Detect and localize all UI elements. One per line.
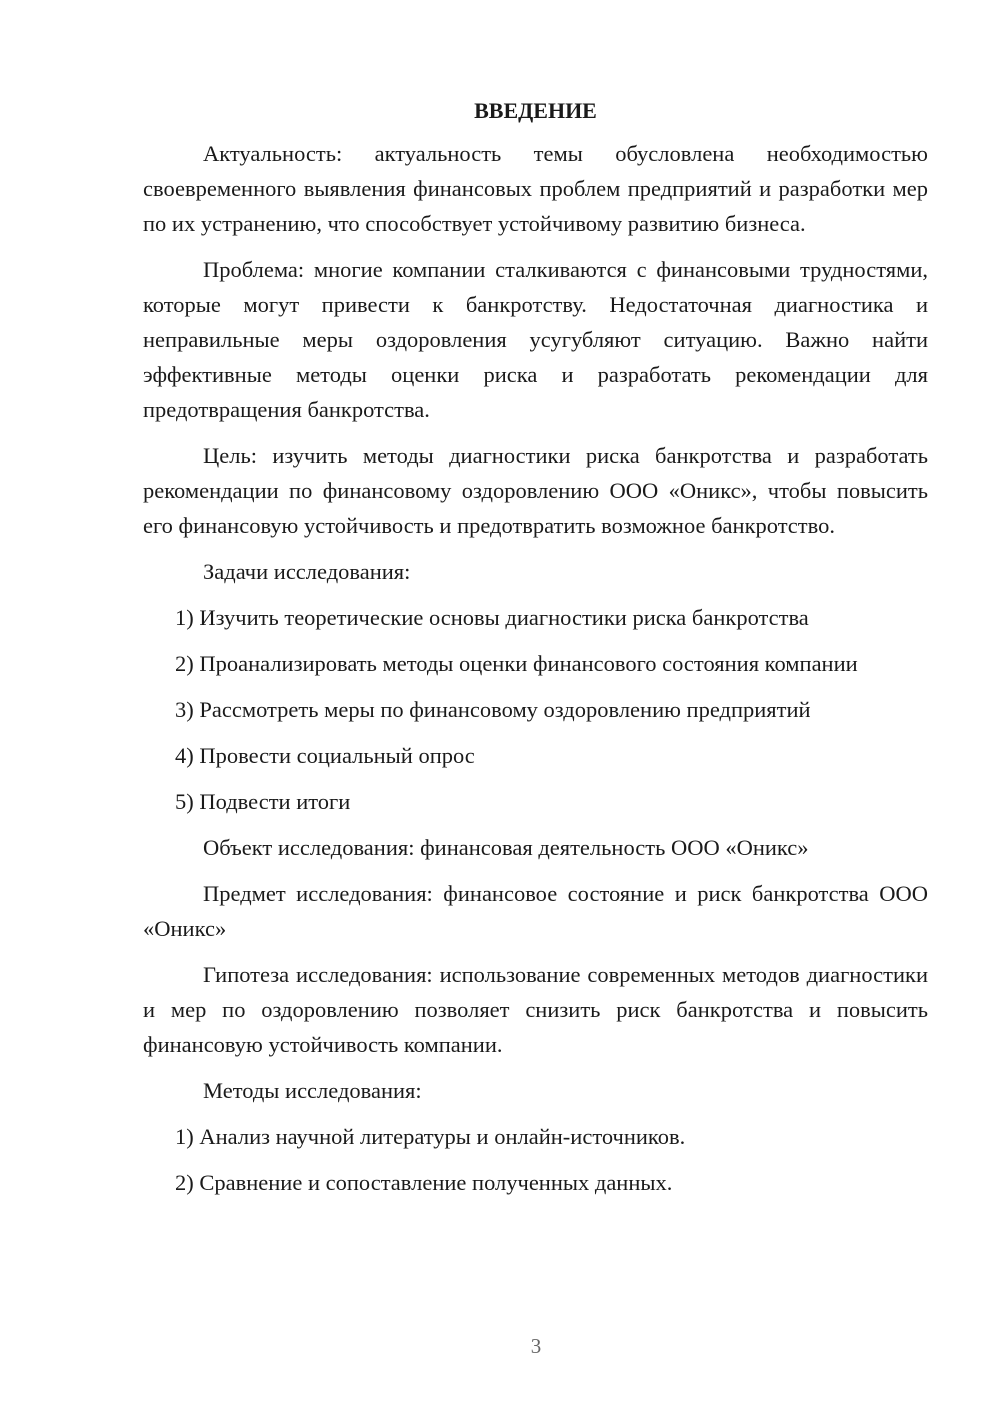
object-paragraph: Объект исследования: финансовая деятельность ООО «Оникс» [203, 835, 809, 860]
methods-heading: Методы исследования: [203, 1078, 422, 1103]
hypothesis-paragraph: Гипотеза исследования: использование современных методов диагностики и мер по оздоровлению позволяет снизить риск банкротства и повысить финансовую устойчивость компании. [143, 962, 928, 1057]
method-item-2: 2) Сравнение и сопоставление полученных данных. [175, 1170, 673, 1195]
subject-paragraph: Предмет исследования: финансовое состояние и риск банкротства ООО «Оникс» [143, 881, 928, 941]
document-page [143, 96, 928, 1211]
task-item-2: 2) Проанализировать методы оценки финансового состояния компании [175, 651, 858, 676]
relevance-paragraph: Актуальность: актуальность темы обусловлена необходимостью своевременного выявления финансовых проблем предприятий и разработки мер по их устранению, что способствует устойчивому развитию бизнеса. [143, 141, 928, 236]
method-item-1: 1) Анализ научной литературы и онлайн-источников. [175, 1124, 686, 1149]
page-title: ВВЕДЕНИЕ [474, 98, 597, 123]
goal-paragraph: Цель: изучить методы диагностики риска банкротства и разработать рекомендации по финансовому оздоровлению ООО «Оникс», чтобы повысить его финансовую устойчивость и предотвратить возможное банкротство. [143, 443, 928, 538]
task-item-4: 4) Провести социальный опрос [175, 743, 475, 768]
page-number: 3 [530, 1334, 542, 1358]
task-item-3: 3) Рассмотреть меры по финансовому оздоровлению предприятий [175, 697, 811, 722]
task-item-5: 5) Подвести итоги [175, 789, 351, 814]
task-item-1: 1) Изучить теоретические основы диагностики риска банкротства [175, 605, 809, 630]
problem-paragraph: Проблема: многие компании сталкиваются с финансовыми трудностями, которые могут привести к банкротству. Недостаточная диагностика и неправильные меры оздоровления усугубляют ситуацию. Важно найти эффективные методы оценки риска и разработать рекомендации для предотвращения банкротства. [143, 257, 928, 422]
tasks-heading: Задачи исследования: [203, 559, 411, 584]
